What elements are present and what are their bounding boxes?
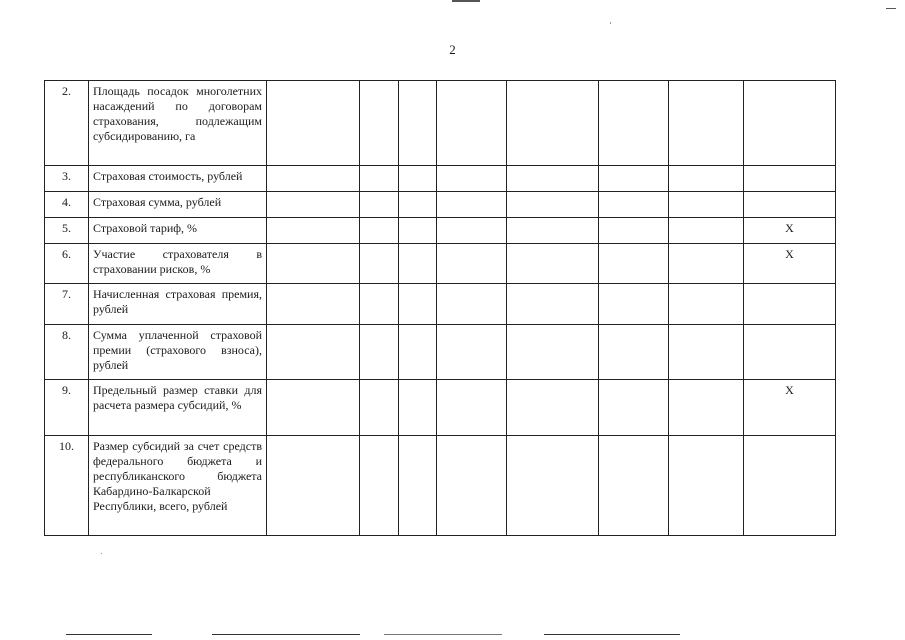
table-cell [507, 284, 599, 325]
table-row [45, 166, 836, 192]
table-cell [360, 436, 399, 536]
table-cell [599, 380, 669, 436]
table-row [45, 436, 836, 536]
table-cell [399, 244, 437, 284]
table-cell [437, 244, 507, 284]
table-cell [437, 284, 507, 325]
table-row [45, 218, 836, 244]
table-cell [267, 284, 360, 325]
table-row [45, 284, 836, 325]
table-cell [599, 218, 669, 244]
row-label: Страховая стоимость, рублей [89, 166, 267, 192]
row-number: 6. [45, 244, 89, 284]
table-cell [437, 218, 507, 244]
row-number: 5. [45, 218, 89, 244]
table-cell [669, 325, 744, 380]
table-cell [669, 81, 744, 166]
table-cell [360, 192, 399, 218]
table-cell [507, 166, 599, 192]
row-number: 4. [45, 192, 89, 218]
table-cell [360, 325, 399, 380]
table-cell [360, 166, 399, 192]
table-cell [399, 380, 437, 436]
row-number: 10. [45, 436, 89, 536]
table-cell [399, 81, 437, 166]
signature-line [66, 634, 152, 635]
table-cell [437, 192, 507, 218]
row-label: Начисленная страховая премия, рублей [89, 284, 267, 325]
row-number: 9. [45, 380, 89, 436]
row-mark [744, 166, 836, 192]
row-number: 7. [45, 284, 89, 325]
table-row [45, 380, 836, 436]
table-cell [399, 284, 437, 325]
row-mark: Х [744, 218, 836, 244]
table-cell [599, 325, 669, 380]
table-cell [599, 284, 669, 325]
table-cell [507, 218, 599, 244]
table-cell [669, 192, 744, 218]
page-number: 2 [449, 42, 456, 57]
table-cell [599, 81, 669, 166]
table-cell [507, 325, 599, 380]
table-cell [267, 436, 360, 536]
row-mark [744, 81, 836, 166]
scan-artifact-top [452, 0, 480, 2]
row-label: Участие страхователя в страховании рисков, % [89, 244, 267, 284]
row-mark: Х [744, 244, 836, 284]
row-label: Площадь посадок многолетних насаждений по договорам страхования, подлежащим субсидированию, га [89, 81, 267, 166]
table-cell [437, 166, 507, 192]
row-mark [744, 192, 836, 218]
table-cell [360, 218, 399, 244]
table-cell [360, 284, 399, 325]
row-number: 8. [45, 325, 89, 380]
table-cell [267, 218, 360, 244]
scan-artifact-right [886, 8, 896, 9]
table-cell [669, 244, 744, 284]
table-cell [267, 380, 360, 436]
table-cell [669, 166, 744, 192]
signature-line [212, 634, 360, 635]
row-mark [744, 436, 836, 536]
row-number: 3. [45, 166, 89, 192]
table-row [45, 244, 836, 284]
row-label: Страховая сумма, рублей [89, 192, 267, 218]
table-cell [507, 81, 599, 166]
table-cell [399, 218, 437, 244]
row-label: Сумма уплаченной страховой премии (страхового взноса), рублей [89, 325, 267, 380]
table-cell [599, 192, 669, 218]
table-cell [267, 244, 360, 284]
table-cell [360, 380, 399, 436]
table-cell [437, 380, 507, 436]
table-cell [669, 284, 744, 325]
row-mark [744, 325, 836, 380]
table-cell [399, 166, 437, 192]
table-cell [599, 436, 669, 536]
table-row [45, 192, 836, 218]
table-cell [437, 436, 507, 536]
table-cell [437, 325, 507, 380]
indicators-table [44, 80, 836, 536]
table-row [45, 81, 836, 166]
table-cell [267, 166, 360, 192]
table-cell [669, 380, 744, 436]
table-cell [507, 192, 599, 218]
signature-line [544, 634, 680, 635]
table-cell [599, 166, 669, 192]
table-cell [267, 81, 360, 166]
row-label: Предельный размер ставки для расчета размера субсидий, % [89, 380, 267, 436]
table-row [45, 325, 836, 380]
table-cell [399, 192, 437, 218]
table-cell [507, 436, 599, 536]
table-cell [507, 244, 599, 284]
table-cell [669, 436, 744, 536]
table-cell [267, 192, 360, 218]
row-number: 2. [45, 81, 89, 166]
table-cell [399, 436, 437, 536]
table-cell [599, 244, 669, 284]
row-mark: Х [744, 380, 836, 436]
scan-artifact-dot [610, 22, 611, 24]
row-label: Страховой тариф, % [89, 218, 267, 244]
table-cell [507, 380, 599, 436]
table-cell [669, 218, 744, 244]
row-mark [744, 284, 836, 325]
scan-artifact-dot [101, 553, 102, 554]
table-cell [267, 325, 360, 380]
table-cell [437, 81, 507, 166]
signature-line [384, 634, 502, 635]
table-cell [360, 81, 399, 166]
row-label: Размер субсидий за счет средств федерального бюджета и республиканского бюджета Кабардино-Балкарской Республики, всего, рублей [89, 436, 267, 536]
table-cell [360, 244, 399, 284]
table-cell [399, 325, 437, 380]
